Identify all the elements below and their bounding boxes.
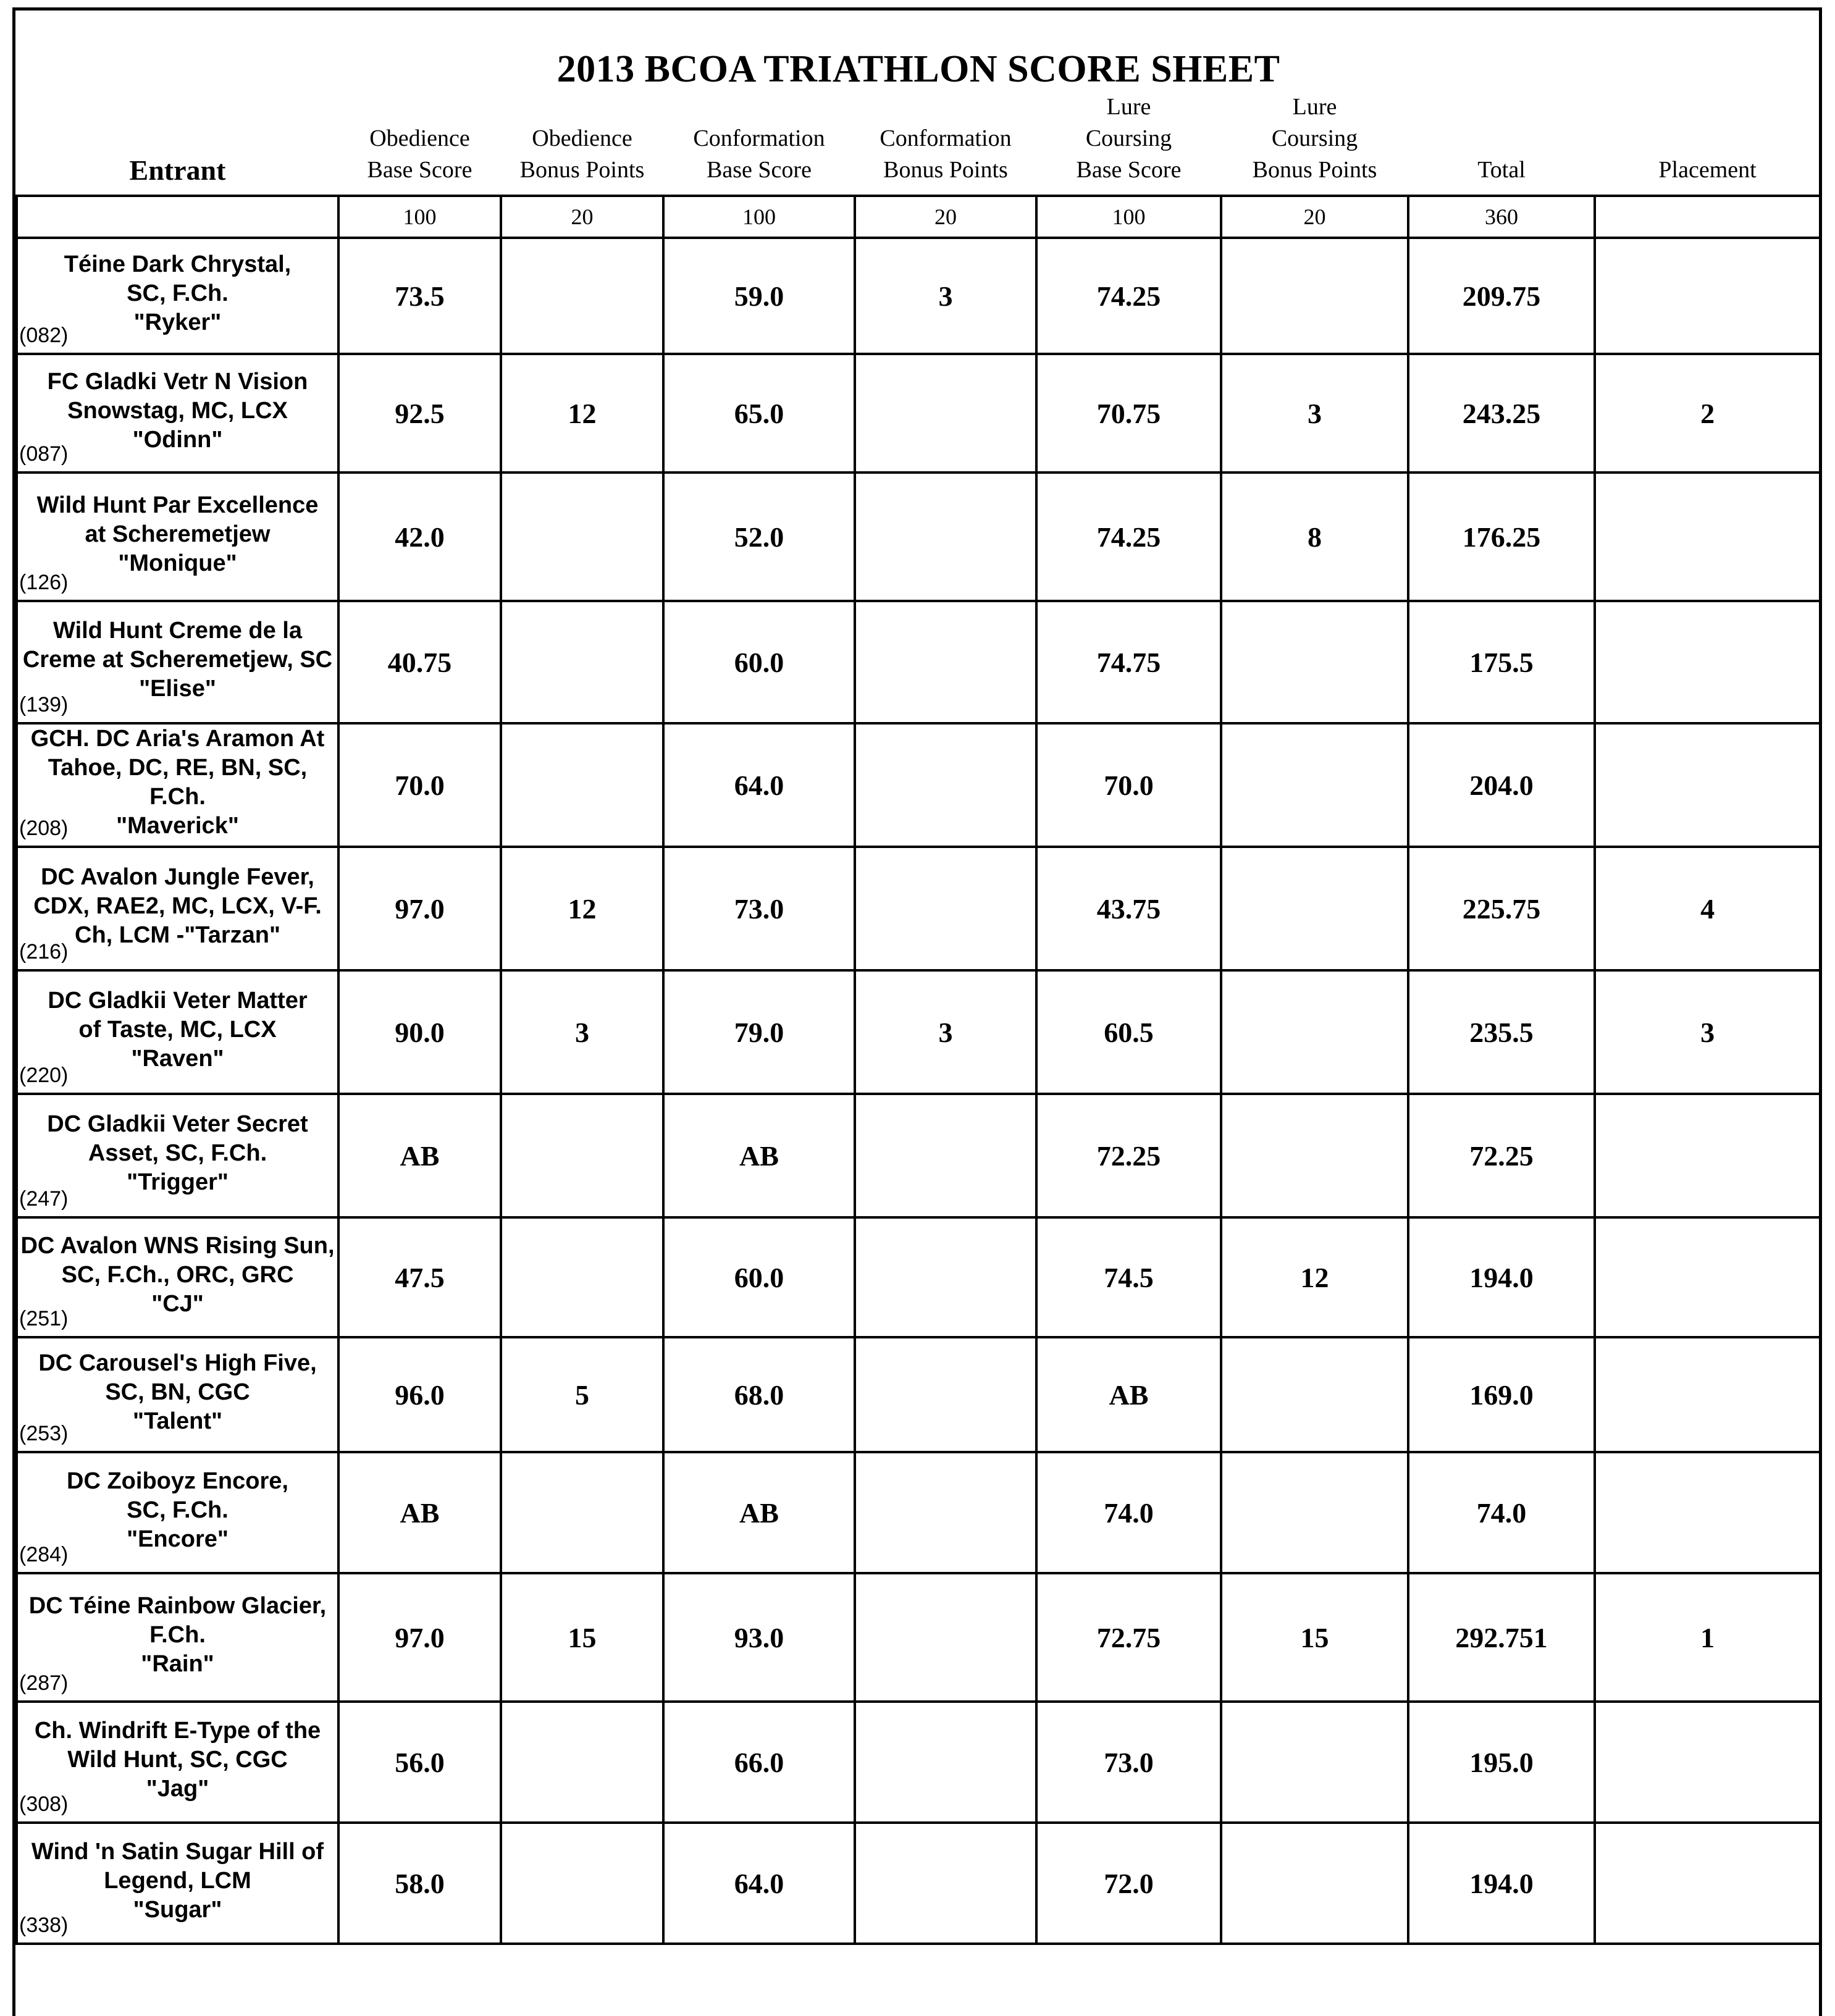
obedience-base-cell: 58.0 (338, 1823, 501, 1944)
header-line: Coursing (1085, 125, 1172, 151)
conformation-base-cell: 73.0 (663, 847, 855, 970)
header-obedience-base (338, 91, 501, 196)
total-cell: 169.0 (1408, 1337, 1595, 1452)
lure-base-cell: 70.0 (1036, 723, 1221, 847)
obedience-base-cell: 97.0 (338, 847, 501, 970)
total-cell: 235.5 (1408, 970, 1595, 1094)
lure-base-cell: 70.75 (1036, 354, 1221, 472)
entrant-number: (308) (19, 1792, 69, 1816)
entrant-cell (17, 1823, 338, 1944)
total-cell: 292.751 (1408, 1573, 1595, 1702)
max-obedience-base: 100 (338, 196, 501, 238)
entrant-name-line: Wild Hunt Creme de la (53, 617, 302, 644)
obedience-bonus-cell: 12 (501, 847, 663, 970)
entrant-name-line: "Rain" (141, 1650, 214, 1677)
conformation-bonus-cell (855, 354, 1036, 472)
entrant-name-line: Wind 'n Satin Sugar Hill of (31, 1838, 324, 1865)
table-row (17, 723, 1820, 847)
entrant-name-line: at Scheremetjew (85, 521, 271, 547)
header-conformation-bonus (855, 91, 1036, 196)
table-row (17, 238, 1820, 354)
entrant-name-line: DC Avalon Jungle Fever, (41, 863, 314, 890)
table-row (17, 1573, 1820, 1702)
total-cell: 72.25 (1408, 1094, 1595, 1217)
lure-bonus-cell: 3 (1221, 354, 1408, 472)
entrant-number: (139) (19, 693, 69, 716)
header-lure-base (1036, 91, 1221, 196)
obedience-bonus-cell (501, 238, 663, 354)
table-body (17, 10, 1820, 1944)
obedience-base-cell: 40.75 (338, 601, 501, 723)
total-cell: 74.0 (1408, 1452, 1595, 1573)
score-table (15, 10, 1821, 1945)
entrant-cell (17, 1337, 338, 1452)
entrant-name-line: DC Téine Rainbow Glacier, (28, 1592, 327, 1619)
lure-bonus-cell (1221, 1452, 1408, 1573)
entrant-name-line: Ch. Windrift E-Type of the (34, 1717, 321, 1744)
entrant-name-line: Tahoe, DC, RE, BN, SC, F.Ch. (48, 755, 308, 810)
total-cell: 175.5 (1408, 601, 1595, 723)
entrant-name-line: Wild Hunt Par Excellence (36, 492, 319, 518)
conformation-base-cell: 59.0 (663, 238, 855, 354)
lure-bonus-cell: 8 (1221, 472, 1408, 601)
table-row (17, 472, 1820, 601)
entrant-cell (17, 970, 338, 1094)
table-row (17, 1823, 1820, 1944)
placement-cell (1595, 1217, 1820, 1337)
table-row (17, 354, 1820, 472)
entrant-number: (126) (19, 571, 69, 594)
entrant-name-line: DC Gladkii Veter Matter (48, 987, 308, 1014)
max-placement (1595, 196, 1820, 238)
table-row (17, 1702, 1820, 1823)
lure-bonus-cell (1221, 601, 1408, 723)
conformation-base-cell: 93.0 (663, 1573, 855, 1702)
conformation-bonus-cell (855, 1823, 1036, 1944)
max-conformation-base: 100 (663, 196, 855, 238)
lure-base-cell: 74.0 (1036, 1452, 1221, 1573)
conformation-base-cell: 66.0 (663, 1702, 855, 1823)
header-conformation-base (663, 91, 855, 196)
entrant-name-line: DC Carousel's High Five, (38, 1350, 317, 1376)
obedience-base-cell: AB (338, 1452, 501, 1573)
entrant-number: (287) (19, 1671, 69, 1695)
page-title: 2013 BCOA TRIATHLON SCORE SHEET (556, 48, 1280, 90)
placement-cell: 4 (1595, 847, 1820, 970)
header-line: Obedience (532, 125, 632, 151)
placement-cell (1595, 1452, 1820, 1573)
obedience-bonus-cell (501, 1217, 663, 1337)
entrant-name-line: F.Ch. (149, 1621, 206, 1648)
entrant-name-line: DC Avalon WNS Rising Sun, (20, 1232, 335, 1259)
conformation-bonus-cell (855, 472, 1036, 601)
lure-base-cell: 73.0 (1036, 1702, 1221, 1823)
table-row (17, 1094, 1820, 1217)
conformation-bonus-cell (855, 723, 1036, 847)
obedience-base-cell: 70.0 (338, 723, 501, 847)
total-cell: 195.0 (1408, 1702, 1595, 1823)
entrant-name-line: "Elise" (139, 675, 216, 702)
lure-bonus-cell (1221, 1823, 1408, 1944)
entrant-name-line: Creme at Scheremetjew, SC (22, 646, 333, 673)
max-obedience-bonus: 20 (501, 196, 663, 238)
total-cell: 209.75 (1408, 238, 1595, 354)
entrant-cell (17, 238, 338, 354)
lure-bonus-cell (1221, 1337, 1408, 1452)
conformation-base-cell: 60.0 (663, 601, 855, 723)
total-cell: 204.0 (1408, 723, 1595, 847)
header-line: Bonus Points (519, 157, 645, 183)
obedience-bonus-cell: 5 (501, 1337, 663, 1452)
obedience-bonus-cell: 3 (501, 970, 663, 1094)
obedience-bonus-cell (501, 1823, 663, 1944)
obedience-base-cell: 96.0 (338, 1337, 501, 1452)
max-lure-bonus: 20 (1221, 196, 1408, 238)
obedience-bonus-cell: 15 (501, 1573, 663, 1702)
entrant-number: (087) (19, 442, 69, 466)
lure-base-cell: 60.5 (1036, 970, 1221, 1094)
conformation-bonus-cell: 3 (855, 238, 1036, 354)
entrant-name-line: CDX, RAE2, MC, LCX, V-F. (33, 892, 322, 919)
placement-cell (1595, 1337, 1820, 1452)
conformation-bonus-cell (855, 1573, 1036, 1702)
max-entrant (17, 196, 338, 238)
lure-bonus-cell (1221, 847, 1408, 970)
obedience-base-cell: AB (338, 1094, 501, 1217)
header-line: Obedience (369, 125, 470, 151)
conformation-base-cell: AB (663, 1452, 855, 1573)
lure-bonus-cell (1221, 970, 1408, 1094)
total-cell: 243.25 (1408, 354, 1595, 472)
entrant-number: (338) (19, 1913, 69, 1937)
entrant-cell (17, 723, 338, 847)
conformation-base-cell: 64.0 (663, 1823, 855, 1944)
entrant-name-line: SC, F.Ch. (127, 1497, 229, 1523)
lure-base-cell: 74.25 (1036, 238, 1221, 354)
total-cell: 194.0 (1408, 1217, 1595, 1337)
lure-base-cell: 74.5 (1036, 1217, 1221, 1337)
table-row (17, 1337, 1820, 1452)
entrant-name-line: "Ryker" (133, 309, 222, 335)
entrant-name-line: SC, F.Ch. (127, 280, 229, 306)
header-line: Conformation (693, 125, 825, 151)
entrant-cell (17, 1452, 338, 1573)
entrant-name-line: "Trigger" (127, 1169, 229, 1195)
obedience-bonus-cell (501, 1094, 663, 1217)
header-lure-bonus (1221, 91, 1408, 196)
obedience-bonus-cell (501, 1702, 663, 1823)
header-entrant: Entrant (17, 91, 338, 196)
placement-cell: 1 (1595, 1573, 1820, 1702)
entrant-number: (082) (19, 324, 69, 347)
entrant-number: (284) (19, 1543, 69, 1566)
lure-base-cell: 72.0 (1036, 1823, 1221, 1944)
entrant-number: (247) (19, 1187, 69, 1211)
conformation-bonus-cell: 3 (855, 970, 1036, 1094)
lure-bonus-cell (1221, 238, 1408, 354)
total-cell: 225.75 (1408, 847, 1595, 970)
placement-cell (1595, 1702, 1820, 1823)
conformation-base-cell: 65.0 (663, 354, 855, 472)
lure-bonus-cell (1221, 1702, 1408, 1823)
entrant-name-line: "Talent" (132, 1408, 223, 1434)
header-row (17, 91, 1820, 196)
table-row (17, 601, 1820, 723)
header-placement: Placement (1595, 91, 1820, 196)
entrant-name-line: "Sugar" (133, 1896, 222, 1923)
max-points-row (17, 196, 1820, 238)
entrant-name-line: "Monique" (118, 550, 237, 576)
entrant-name-line: SC, F.Ch., ORC, GRC (61, 1261, 294, 1288)
entrant-cell (17, 847, 338, 970)
conformation-base-cell: 68.0 (663, 1337, 855, 1452)
conformation-base-cell: 79.0 (663, 970, 855, 1094)
lure-base-cell: 72.25 (1036, 1094, 1221, 1217)
table-row (17, 1217, 1820, 1337)
table-row (17, 1452, 1820, 1573)
lure-base-cell: AB (1036, 1337, 1221, 1452)
table-row (17, 970, 1820, 1094)
title-row (17, 10, 1820, 91)
obedience-base-cell: 92.5 (338, 354, 501, 472)
entrant-number: (208) (19, 817, 69, 840)
header-line: Base Score (707, 157, 812, 183)
score-sheet (12, 7, 1822, 2016)
max-conformation-bonus: 20 (855, 196, 1036, 238)
obedience-bonus-cell (501, 723, 663, 847)
conformation-bonus-cell (855, 1217, 1036, 1337)
obedience-bonus-cell (501, 472, 663, 601)
lure-bonus-cell (1221, 1094, 1408, 1217)
lure-base-cell: 74.75 (1036, 601, 1221, 723)
entrant-name-line: "Maverick" (116, 813, 239, 839)
header-total: Total (1408, 91, 1595, 196)
entrant-name-line: FC Gladki Vetr N Vision (47, 368, 308, 395)
lure-bonus-cell: 12 (1221, 1217, 1408, 1337)
max-total: 360 (1408, 196, 1595, 238)
entrant-name-line: "Encore" (127, 1526, 229, 1552)
header-line: Coursing (1271, 125, 1358, 151)
entrant-cell (17, 354, 338, 472)
entrant-name-line: DC Gladkii Veter Secret (47, 1111, 308, 1137)
entrant-name-line: Snowstag, MC, LCX (67, 397, 288, 424)
obedience-bonus-cell (501, 1452, 663, 1573)
obedience-bonus-cell (501, 601, 663, 723)
obedience-base-cell: 90.0 (338, 970, 501, 1094)
header-line: Bonus Points (1252, 157, 1377, 183)
placement-cell (1595, 238, 1820, 354)
entrant-name-line: Ch, LCM -"Tarzan" (75, 922, 280, 948)
placement-cell: 2 (1595, 354, 1820, 472)
conformation-base-cell: AB (663, 1094, 855, 1217)
entrant-number: (251) (19, 1307, 69, 1330)
placement-cell: 3 (1595, 970, 1820, 1094)
entrant-name-line: GCH. DC Aria's Aramon At (30, 726, 325, 752)
conformation-bonus-cell (855, 1094, 1036, 1217)
entrant-name-line: Legend, LCM (104, 1867, 251, 1894)
placement-cell (1595, 601, 1820, 723)
max-lure-base: 100 (1036, 196, 1221, 238)
obedience-base-cell: 47.5 (338, 1217, 501, 1337)
header-line: Base Score (367, 157, 472, 183)
entrant-name-line: "Raven" (131, 1045, 224, 1072)
entrant-name-line: Asset, SC, F.Ch. (88, 1140, 267, 1166)
conformation-bonus-cell (855, 1337, 1036, 1452)
entrant-name-line: Wild Hunt, SC, CGC (67, 1746, 288, 1773)
conformation-bonus-cell (855, 847, 1036, 970)
conformation-base-cell: 52.0 (663, 472, 855, 601)
entrant-name-line: DC Zoiboyz Encore, (67, 1468, 288, 1494)
entrant-number: (216) (19, 940, 69, 964)
entrant-name-line: "Odinn" (132, 426, 223, 453)
obedience-base-cell: 73.5 (338, 238, 501, 354)
obedience-base-cell: 56.0 (338, 1702, 501, 1823)
lure-base-cell: 74.25 (1036, 472, 1221, 601)
conformation-bonus-cell (855, 601, 1036, 723)
table-row (17, 847, 1820, 970)
lure-bonus-cell (1221, 723, 1408, 847)
entrant-cell (17, 1573, 338, 1702)
placement-cell (1595, 1094, 1820, 1217)
lure-bonus-cell: 15 (1221, 1573, 1408, 1702)
lure-base-cell: 72.75 (1036, 1573, 1221, 1702)
entrant-number: (220) (19, 1064, 69, 1087)
header-line: Conformation (880, 125, 1012, 151)
obedience-bonus-cell: 12 (501, 354, 663, 472)
header-line: Lure (1292, 94, 1337, 120)
entrant-name-line: SC, BN, CGC (105, 1379, 250, 1405)
entrant-cell (17, 472, 338, 601)
placement-cell (1595, 472, 1820, 601)
header-line: Base Score (1076, 157, 1182, 183)
entrant-name-line: "Jag" (146, 1775, 209, 1802)
entrant-cell (17, 601, 338, 723)
conformation-base-cell: 60.0 (663, 1217, 855, 1337)
conformation-bonus-cell (855, 1702, 1036, 1823)
header-obedience-bonus (501, 91, 663, 196)
lure-base-cell: 43.75 (1036, 847, 1221, 970)
placement-cell (1595, 723, 1820, 847)
placement-cell (1595, 1823, 1820, 1944)
obedience-base-cell: 97.0 (338, 1573, 501, 1702)
conformation-base-cell: 64.0 (663, 723, 855, 847)
conformation-bonus-cell (855, 1452, 1036, 1573)
entrant-name-line: Téine Dark Chrystal, (64, 251, 292, 277)
entrant-cell (17, 1702, 338, 1823)
total-cell: 194.0 (1408, 1823, 1595, 1944)
entrant-cell (17, 1217, 338, 1337)
entrant-name-line: of Taste, MC, LCX (78, 1016, 277, 1043)
entrant-cell (17, 1094, 338, 1217)
entrant-name-line: "CJ" (151, 1290, 204, 1317)
total-cell: 176.25 (1408, 472, 1595, 601)
entrant-number: (253) (19, 1422, 69, 1445)
header-line: Bonus Points (883, 157, 1008, 183)
header-line: Lure (1106, 94, 1151, 120)
obedience-base-cell: 42.0 (338, 472, 501, 601)
